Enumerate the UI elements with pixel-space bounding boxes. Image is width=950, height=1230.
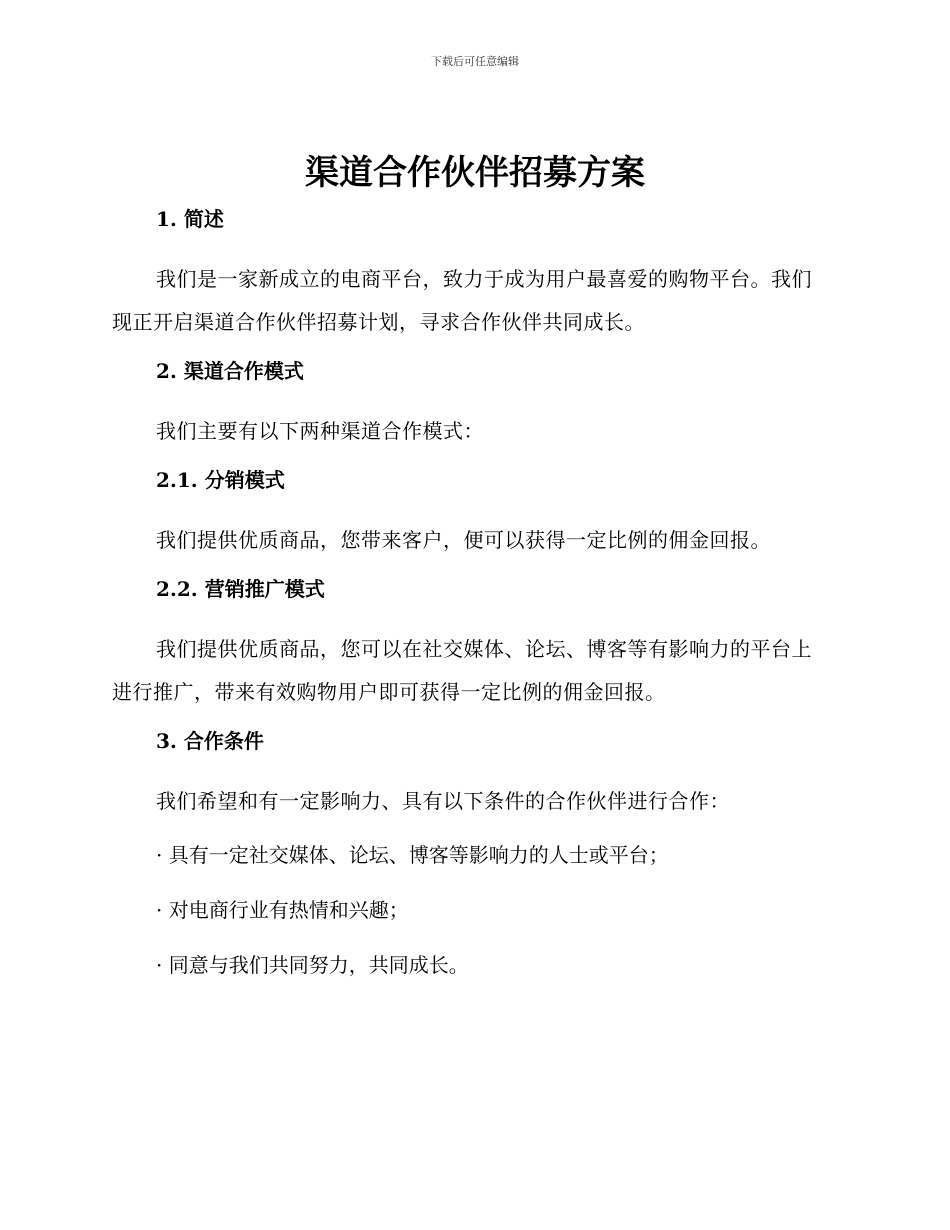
document-title: 渠道合作伙伴招募方案	[305, 153, 645, 193]
document-body	[112, 203, 832, 999]
paragraph-modes: 我们主要有以下两种渠道合作模式：	[156, 419, 484, 443]
subsection-heading-promotion: 2.2. 营销推广模式	[156, 577, 325, 601]
paragraph-promotion: 我们提供优质商品，您可以在社交媒体、论坛、博客等有影响力的平台上进行推广，带来有效购物用户即可获得一定比例的佣金回报。	[112, 637, 812, 704]
list-item: · 同意与我们共同努力，共同成长。	[156, 953, 469, 977]
list-item: · 具有一定社交媒体、论坛、博客等影响力的人士或平台；	[156, 843, 669, 867]
section-heading-intro: 1. 简述	[156, 207, 224, 231]
list-item: · 对电商行业有热情和兴趣；	[156, 898, 409, 922]
subsection-heading-distribution: 2.1. 分销模式	[156, 468, 285, 492]
page-header-note: 下载后可任意编辑	[431, 55, 519, 68]
paragraph-distribution: 我们提供优质商品，您带来客户，便可以获得一定比例的佣金回报。	[156, 528, 771, 552]
paragraph-intro: 我们是一家新成立的电商平台，致力于成为用户最喜爱的购物平台。我们现正开启渠道合作伙伴招募计划，寻求合作伙伴共同成长。	[112, 267, 812, 334]
paragraph-conditions: 我们希望和有一定影响力、具有以下条件的合作伙伴进行合作：	[156, 789, 730, 813]
section-heading-modes: 2. 渠道合作模式	[156, 359, 304, 383]
section-heading-conditions: 3. 合作条件	[156, 729, 264, 753]
